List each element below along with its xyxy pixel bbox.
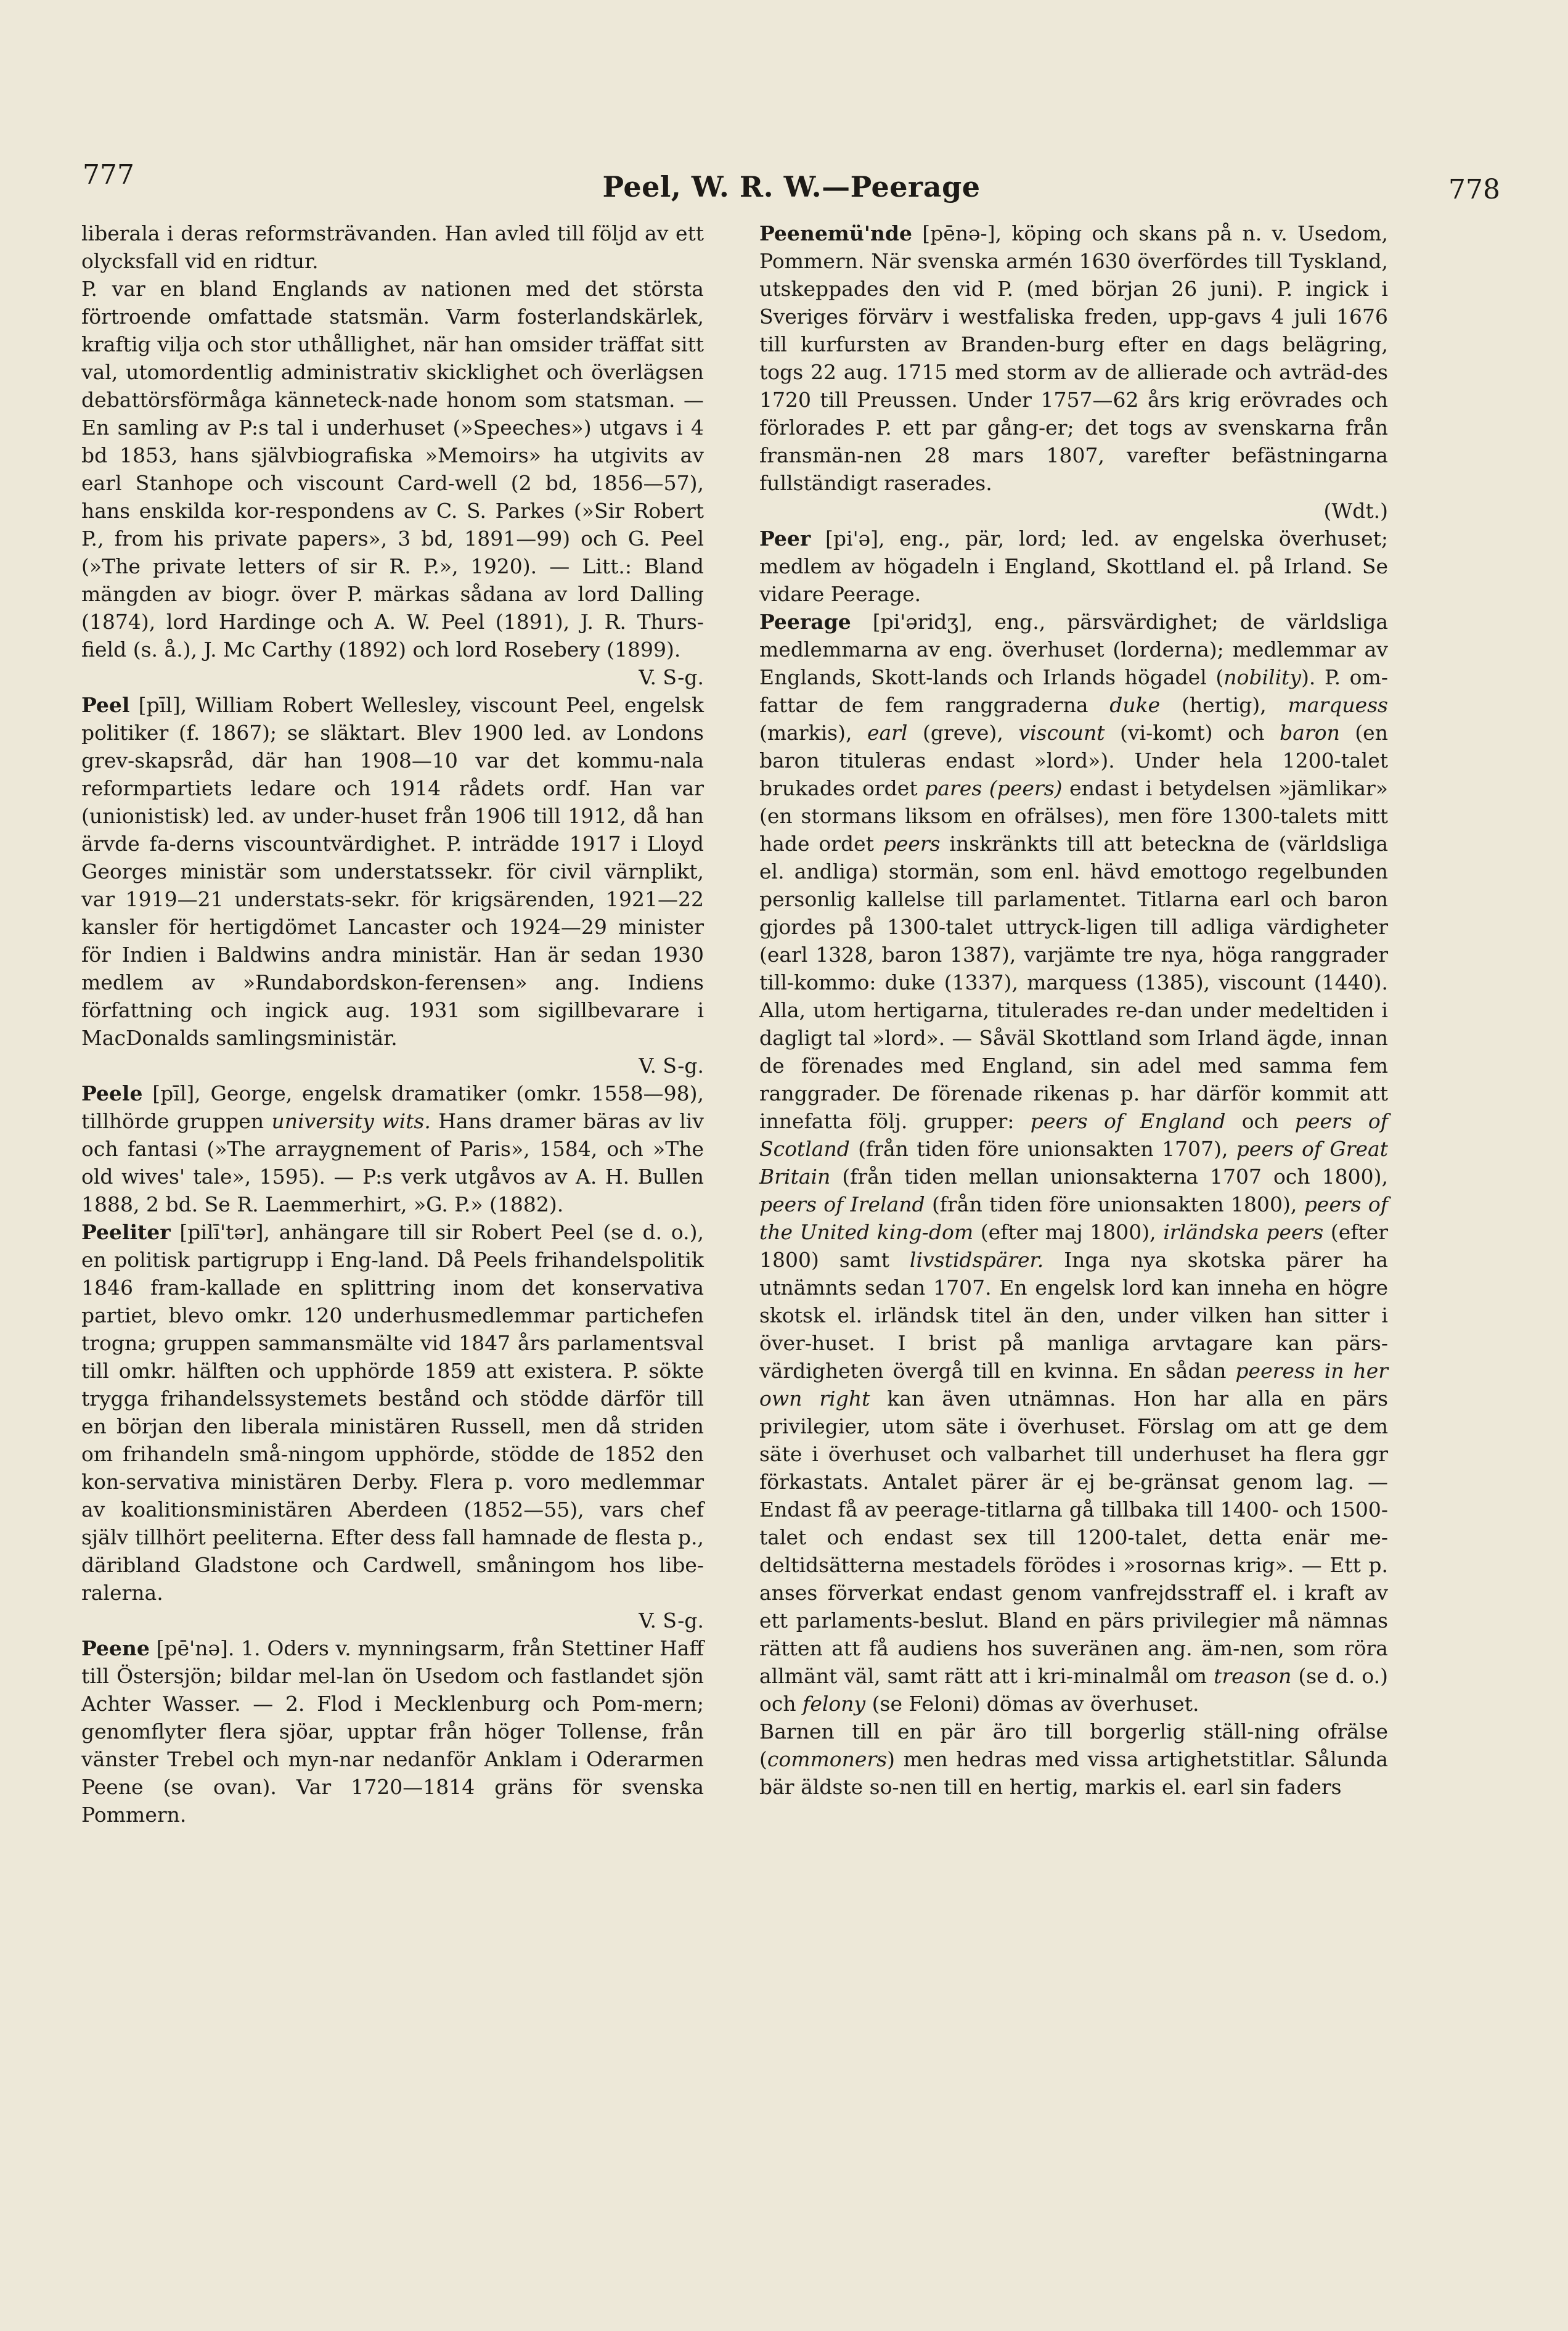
headword: Peeliter: [81, 1220, 171, 1244]
entry-peerage: Peerage [pi'əridʒ], eng., pärsvärdighet; de världsliga medlemmarna av eng. överhuset (lorderna); medlemmar av Englands, Skott-lands och Irlands högadel (nobility). P. om-fattar de fem ranggraderna duke (hertig), marquess (markis), earl (greve), viscount (vi-komt) och baron (en baron tituleras endast »lord»). Under hela 1200-talet brukades ordet pares (peers) endast i betydelsen »jämlikar» (en stormans liksom en ofrälses), men före 1300-talets mitt hade ordet peers inskränkts till att beteckna de (världsliga el. andliga) stormän, som enl. hävd emottogo regelbunden personlig kallelse till parlamentet. Titlarna earl och baron gjordes på 1300-talet uttryck-ligen till adliga värdigheter (earl 1328, baron 1387), varjämte tre nya, höga ranggrader till-kommo: duke (1337), marquess (1385), viscount (1440). Alla, utom hertigarna, titulerades re-dan under medeltiden i dagligt tal »lord». — Såväl Skottland som Irland ägde, innan de förenades med England, sin adel med samma fem ranggrader. De förenade rikenas p. har därför kommit att innefatta följ. grupper: peers of England och peers of Scotland (från tiden före unionsakten 1707), peers of Great Britain (från tiden mellan unionsakterna 1707 och 1800), peers of Ireland (från tiden före unionsakten 1800), peers of the United king-dom (efter maj 1800), irländska peers (efter 1800) samt livstidspärer. Inga nya skotska pärer ha utnämnts sedan 1707. En engelsk lord kan inneha en högre skotsk el. irländsk titel än den, under vilken han sitter i över-huset. I brist på manliga arvtagare kan pärs-värdigheten övergå till en kvinna. En sådan peeress in her own right kan även utnämnas. Hon har alla en pärs privilegier, utom säte i överhuset. Förslag om att ge dem säte i överhuset och valbarhet till underhuset ha flera ggr förkastats. Antalet pärer är ej be-gränsat genom lag. — Endast få av peerage-titlarna gå tillbaka till 1400- och 1500-talet och endast sex till 1200-talet, detta enär me-deltidsätterna mestadels förödes i »rosornas krig». — Ett p. anses förverkat endast genom vanfrejdsstraff el. i kraft av ett parlaments-beslut. Bland en pärs privilegier må nämnas rätten att få audiens hos suveränen ang. äm-nen, som röra allmänt väl, samt rätt att i kri-minalmål om treason (se d. o.) och felony (se Feloni) dömas av överhuset.: [759, 610, 1389, 1716]
headword: Peene: [81, 1636, 150, 1660]
headword: Peele: [81, 1081, 143, 1105]
peerage-paragraph-children: Barnen till en pär äro till borgerlig ställ-ning ofrälse (commoners) men hedras med vissa artighetstitlar. Sålunda bär äldste so-nen till en hertig, markis el. earl sin faders: [759, 1719, 1388, 1799]
continuation-paragraph: P. var en bland Englands av nationen med det största förtroende omfattade statsmän. Varm fosterlandskärlek, kraftig vilja och stor uthållighet, när han omsider träffat sitt val, utomordentlig administrativ skicklighet och överlägsen debattörsförmåga känneteck-nade honom som statsman. — En samling av P:s tal i underhuset (»Speeches») utgavs i 4 bd 1853, hans självbiografiska »Memoirs» ha utgivits av earl Stanhope och viscount Card-well (2 bd, 1856—57), hans enskilda kor-respondens av C. S. Parkes (»Sir Robert P., from his private papers», 3 bd, 1891—99) och G. Peel (»The private letters of sir R. P.», 1920). — Litt.: Bland mängden av biogr. över P. märkas sådana av lord Dalling (1874), lord Hardinge och A. W. Peel (1891), J. R. Thurs-field (s. å.), J. Mc Carthy (1892) och lord Rosebery (1899). V. S-g.: [81, 275, 704, 691]
headword: Peer: [759, 526, 811, 551]
entry-peene: Peene [pē'nə]. 1. Oders v. mynningsarm, från Stettiner Haff till Östersjön; bildar mel-lan ön Usedom och fastlandet sjön Achter Wasser. — 2. Flod i Mecklenburg och Pom-mern; genomflyter flera sjöar, upptar från höger Tollense, från vänster Trebel och myn-nar nedanför Anklam i Oderarmen Peene (se ovan). Var 1720—1814 gräns för svenska Pommern.: [81, 1636, 704, 1827]
headword: Peenemü'nde: [759, 221, 912, 245]
entry-peer: Peer [pi'ə], eng., pär, lord; led. av engelska överhuset; medlem av högadeln i England, Skottland el. på Irland. Se vidare Peerage.: [759, 526, 1388, 606]
entry-peenemunde: Peenemü'nde [pēnə-], köping och skans på n. v. Usedom, Pommern. När svenska armén 1630 överfördes till Tyskland, utskeppades den vid P. (med början 26 juni). P. ingick i Sveriges förvärv i westfaliska freden, upp-gavs 4 juli 1676 till kurfursten av Branden-burg efter en dags belägring, togs 22 aug. 1715 med storm av de allierade och avträd-des 1720 till Preussen. Under 1757—62 års krig erövrades och förlorades P. ett par gång-er; det togs av svenskarna från fransmän-nen 28 mars 1807, varefter befästningarna fullständigt raserades. (Wdt.): [759, 219, 1388, 525]
page-number-left: 777: [83, 159, 134, 190]
headword: Peel: [81, 693, 130, 717]
continuation-text: liberala i deras reformsträvanden. Han avled till följd av ett olycksfall vid en ridtur.: [81, 221, 704, 273]
page-header: [83, 159, 1500, 208]
entry-peel: Peel [pīl], William Robert Wellesley, viscount Peel, engelsk politiker (f. 1867); se släktart. Blev 1900 led. av Londons grev-skapsråd, där han 1908—10 var det kommu-nala reformpartiets ledare och 1914 rådets ordf. Han var (unionistisk) led. av under-huset från 1906 till 1912, då han ärvde fa-derns viscountvärdighet. P. inträdde 1917 i Lloyd Georges ministär som understatssekr. för civil värnplikt, var 1919—21 understats-sekr. för krigsärenden, 1921—22 kansler för hertigdömet Lancaster och 1924—29 minister för Indien i Baldwins andra ministär. Han är sedan 1930 medlem av »Rundabordskon-ferensen» ang. Indiens författning och ingick aug. 1931 som sigillbevarare i MacDonalds samlingsministär. V. S-g.: [81, 691, 704, 1079]
headword: Peerage: [759, 610, 851, 634]
entry-peele: Peele [pīl], George, engelsk dramatiker (omkr. 1558—98), tillhörde gruppen university wits. Hans dramer bäras av liv och fantasi (»The arraygnement of Paris», 1584, och »The old wives' tale», 1595). — P:s verk utgåvos av A. H. Bullen 1888, 2 bd. Se R. Laemmerhirt, »G. P.» (1882).: [81, 1081, 704, 1216]
signature: V. S-g.: [639, 1054, 704, 1078]
left-column: [81, 219, 704, 1829]
signature: V. S-g.: [639, 1608, 704, 1633]
entry-peeliter: Peeliter [pilī'tər], anhängare till sir Robert Peel (se d. o.), en politisk partigrupp i Eng-land. Då Peels frihandelspolitik 1846 fram-kallade en splittring inom det konservativa partiet, blevo omkr. 120 underhusmedlemmar partichefen trogna; gruppen sammansmälte vid 1847 års parlamentsval till omkr. hälften och upphörde 1859 att existera. P. sökte trygga frihandelssystemets bestånd och stödde därför till en början den liberala ministären Russell, men då striden om frihandeln små-ningom upphörde, stödde de 1852 den kon-servativa ministären Derby. Flera p. voro medlemmar av koalitionsministären Aberdeen (1852—55), vars chef själv tillhört peeliterna. Efter dess fall hamnade de flesta p., däribland Gladstone och Cardwell, småningom hos libe-ralerna. V. S-g.: [81, 1218, 704, 1634]
page-number-right: 778: [1448, 174, 1500, 205]
right-column: [759, 219, 1388, 1801]
signature: V. S-g.: [639, 665, 704, 689]
running-head: Peel, W. R. W.—Peerage: [602, 170, 981, 203]
signature: (Wdt.): [1323, 499, 1388, 523]
